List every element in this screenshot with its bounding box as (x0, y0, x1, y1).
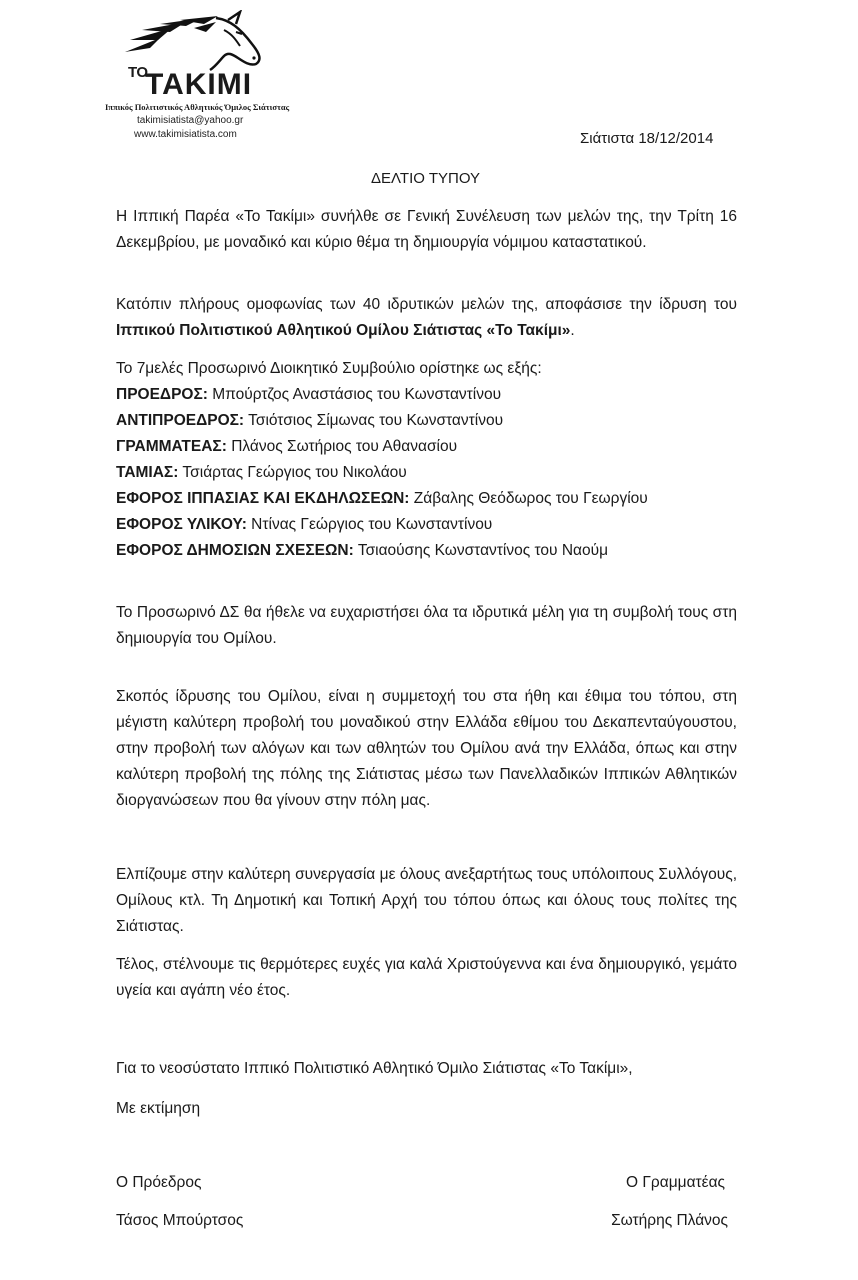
board-name: Μπούρτζος Αναστάσιος του Κωνσταντίνου (207, 386, 502, 403)
logo-subtitle: Ιππικός Πολιτιστικός Αθλητικός Όμιλος Σιάτιστας (105, 102, 290, 112)
founding-prefix: Κατόπιν πλήρους ομοφωνίας των 40 ιδρυτικών μελών της, αποφάσισε την ίδρυση του (116, 296, 737, 313)
paragraph-founding (116, 292, 737, 344)
contact-email: takimisiatista@yahoo.gr (137, 115, 244, 126)
paragraph-wishes: Τέλος, στέλνουμε τις θερμότερες ευχές για καλά Χριστούγεννα και ένα δημιουργικό, γεμάτο υγεία και αγάπη νέο έτος. (116, 956, 737, 999)
paragraph-thanks: Το Προσωρινό ΔΣ θα ήθελε να ευχαριστήσει όλα τα ιδρυτικά μέλη για τη συμβολή τους στη δημιουργία του Ομίλου. (116, 604, 737, 647)
place-date: Σιάτιστα 18/12/2014 (580, 130, 714, 147)
board-name: Τσιαούσης Κωνσταντίνος του Ναούμ (353, 542, 609, 559)
closing-regards: Με εκτίμηση (116, 1100, 201, 1117)
paragraph-assembly: Η Ιππική Παρέα «Το Τακίμι» συνήλθε σε Γενική Συνέλευση των μελών της, την Τρίτη 16 Δεκεμβρίου, με μοναδικό και κύριο θέμα τη δημιουργία νόμιμου καταστατικού. (116, 208, 737, 251)
board-member (116, 382, 501, 408)
signature-left-name: Τάσος Μπούρτσος (116, 1212, 244, 1229)
board-name: Ντίνας Γεώργιος του Κωνσταντίνου (246, 516, 493, 533)
signature-right-title: Ο Γραμματέας (626, 1174, 725, 1191)
contact-website: www.takimisiatista.com (134, 129, 237, 140)
board-intro: Το 7μελές Προσωρινό Διοικητικό Συμβούλιο ορίστηκε ως εξής: (116, 360, 542, 377)
board-name: Τσιότσιος Σίμωνας του Κωνσταντίνου (244, 412, 504, 429)
board-name: Ζάβαλης Θεόδωρος του Γεωργίου (409, 490, 648, 507)
horse-head-icon (120, 10, 270, 72)
signature-left-title: Ο Πρόεδρος (116, 1174, 202, 1191)
board-member (116, 434, 457, 460)
logo-name: TAKIMI (145, 68, 253, 101)
board-name: Πλάνος Σωτήριος του Αθανασίου (226, 438, 458, 455)
board-role: ΕΦΟΡΟΣ ΔΗΜΟΣΙΩΝ ΣΧΕΣΕΩΝ: (116, 542, 354, 559)
board-member (116, 512, 492, 538)
closing-line: Για το νεοσύστατο Ιππικό Πολιτιστικό Αθλητικό Όμιλο Σιάτιστας «Το Τακίμι», (116, 1060, 633, 1077)
paragraph-cooperation: Ελπίζουμε στην καλύτερη συνεργασία με όλους ανεξαρτήτως τους υπόλοιπους Συλλόγους, Ομίλους κτλ. Τη Δημοτική και Τοπική Αρχή του τόπου όπως και όλους τους πολίτες της Σιάτιστας. (116, 866, 737, 935)
club-full-name: Ιππικού Πολιτιστικού Αθλητικού Ομίλου Σιάτιστας «Το Τακίμι» (116, 322, 571, 339)
board-role: ΕΦΟΡΟΣ ΙΠΠΑΣΙΑΣ ΚΑΙ ΕΚΔΗΛΩΣΕΩΝ: (116, 490, 410, 507)
board-member (116, 486, 648, 512)
board-role: ΤΑΜΙΑΣ: (116, 464, 179, 481)
board-role: ΑΝΤΙΠΡΟΕΔΡΟΣ: (116, 412, 245, 429)
document-title: ΔΕΛΤΙΟ ΤΥΠΟΥ (371, 170, 481, 187)
board-role: ΓΡΑΜΜΑΤΕΑΣ: (116, 438, 227, 455)
board-role: ΠΡΟΕΔΡΟΣ: (116, 386, 208, 403)
paragraph-purpose: Σκοπός ίδρυσης του Ομίλου, είναι η συμμετοχή του στα ήθη και έθιμα του τόπου, στη μέγιστη καλύτερη προβολή του μοναδικού στην Ελλάδα εθίμου του Δεκαπενταύγουστου, στην προβολή των αλόγων και των αθλητών του Ομίλου ανά την Ελλάδα, όπως και στην καλύτερη προβολή της πόλης της Σιάτιστας μέσω των Πανελλαδικών Ιππικών Αθλητικών διοργανώσεων που θα γίνουν στην πόλη μας. (116, 688, 737, 809)
board-member (116, 538, 608, 564)
logo-to-text: ΤΟ (128, 64, 148, 81)
signature-right-name: Σωτήρης Πλάνος (611, 1212, 728, 1229)
board-member (116, 408, 503, 434)
board-role: ΕΦΟΡΟΣ ΥΛΙΚΟΥ: (116, 516, 247, 533)
club-logo (105, 10, 305, 110)
board-member (116, 460, 407, 486)
board-name: Τσιάρτας Γεώργιος του Νικολάου (178, 464, 407, 481)
founding-suffix: . (570, 322, 575, 339)
